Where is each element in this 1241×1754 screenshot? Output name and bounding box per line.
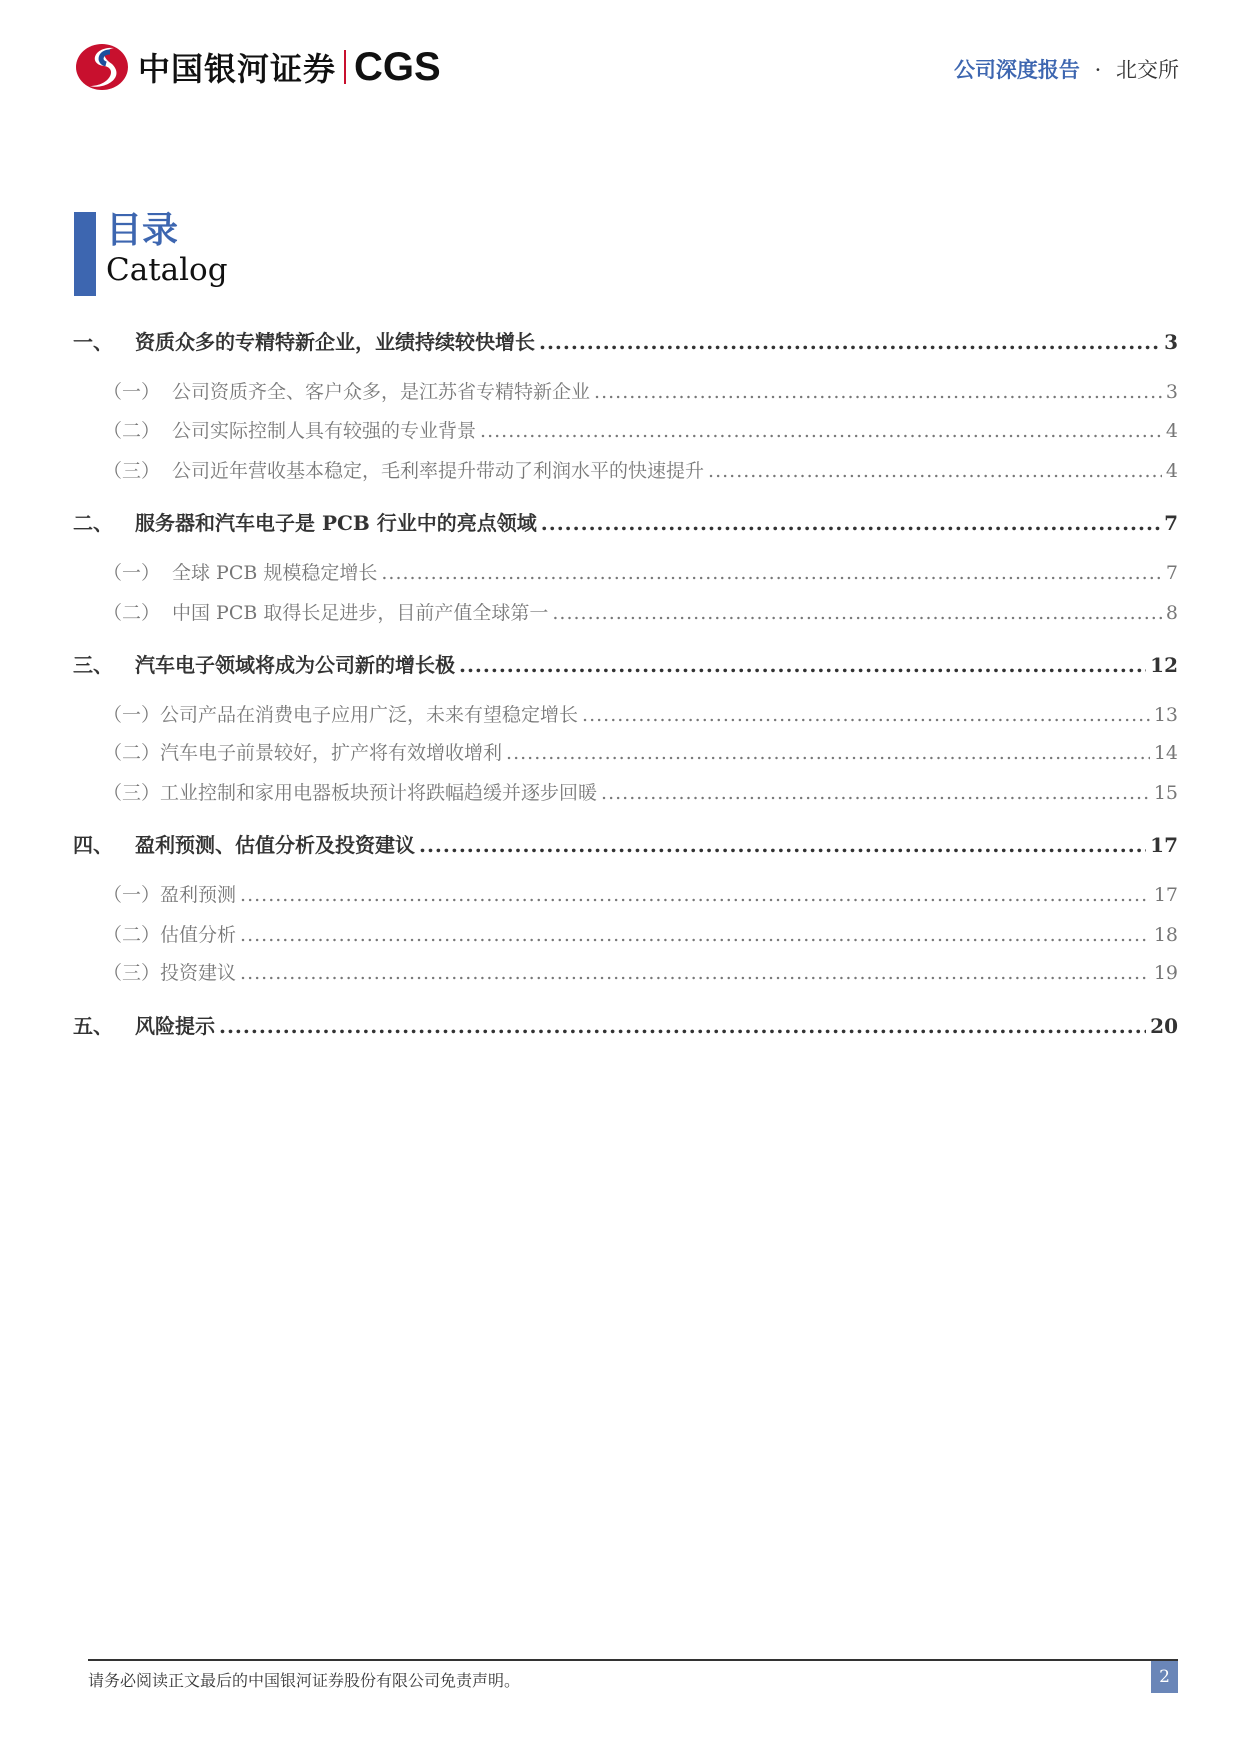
- dot-leader: [582, 704, 1150, 726]
- toc-entry-number: （二）: [103, 924, 161, 946]
- dot-leader: [552, 602, 1162, 624]
- toc-entry[interactable]: [73, 507, 1178, 536]
- toc-entry-number: 二、: [73, 511, 113, 535]
- toc-entry-title: 公司实际控制人具有较强的专业背景: [172, 420, 477, 442]
- toc-entry-page: 13: [1153, 704, 1178, 726]
- toc-entry[interactable]: [73, 598, 1178, 625]
- toc-entry[interactable]: [73, 738, 1178, 765]
- logo-en-text: CGS: [354, 44, 441, 89]
- toc-entry[interactable]: [73, 456, 1178, 483]
- toc-entry-title: 风险提示: [135, 1014, 215, 1038]
- logo-divider: [344, 50, 346, 84]
- dot-leader: [219, 1014, 1146, 1038]
- toc-entry-number: （二）: [103, 420, 161, 442]
- toc-entry[interactable]: [73, 958, 1178, 985]
- toc-entry[interactable]: [73, 558, 1178, 585]
- dot-leader: [240, 924, 1150, 946]
- dot-leader: [240, 962, 1150, 984]
- header-report-label: [954, 54, 1179, 84]
- toc-entry-title: 汽车电子领域将成为公司新的增长极: [135, 653, 455, 677]
- toc-entry[interactable]: [73, 880, 1178, 907]
- toc-entry[interactable]: [73, 829, 1178, 858]
- report-type: 公司深度报告: [953, 57, 1080, 82]
- toc-entry-number: （一）: [103, 704, 161, 726]
- toc-entry-page: 7: [1164, 511, 1178, 535]
- toc-entry-title: 服务器和汽车电子是 PCB 行业中的亮点领域: [135, 511, 537, 535]
- toc-entry-title: 估值分析: [160, 924, 237, 946]
- toc-entry-title: 盈利预测: [160, 884, 237, 906]
- toc-entry-title: 资质众多的专精特新企业，业绩持续较快增长: [135, 330, 535, 354]
- dot-leader: [480, 420, 1162, 442]
- dot-leader: [539, 330, 1160, 354]
- dot-leader: [381, 562, 1162, 584]
- toc-entry[interactable]: [73, 1010, 1178, 1039]
- toc-entry-page: 19: [1153, 962, 1178, 984]
- toc-entry-number: 四、: [73, 833, 113, 857]
- footer-divider: [88, 1659, 1178, 1661]
- toc-entry-page: 18: [1153, 924, 1178, 946]
- toc-entry-page: 15: [1153, 782, 1178, 804]
- toc-entry-title: 工业控制和家用电器板块预计将跌幅趋缓并逐步回暖: [160, 782, 598, 804]
- toc-entry-number: （三）: [103, 782, 161, 804]
- toc-entry-title: 汽车电子前景较好，扩产将有效增收增利: [160, 742, 503, 764]
- toc-entry-title: 盈利预测、估值分析及投资建议: [135, 833, 415, 857]
- toc-entry-number: （二）: [103, 602, 161, 624]
- toc-entry[interactable]: [73, 649, 1178, 678]
- toc-entry[interactable]: [73, 326, 1178, 355]
- toc-entry-number: （二）: [103, 742, 161, 764]
- toc-entry-title: 投资建议: [160, 962, 237, 984]
- toc-entry-page: 4: [1165, 420, 1178, 442]
- dot-leader: [419, 833, 1146, 857]
- toc-entry-page: 3: [1165, 381, 1178, 403]
- toc-entry-number: 一、: [73, 330, 113, 354]
- toc-entry-page: 14: [1153, 742, 1178, 764]
- dot-leader: [506, 742, 1150, 764]
- company-logo: [74, 42, 441, 92]
- toc-entry-number: 五、: [73, 1014, 113, 1038]
- toc-entry-number: （一）: [103, 884, 161, 906]
- page-number: 2: [1151, 1661, 1178, 1693]
- dot-leader: [541, 511, 1160, 535]
- toc-entry-number: （一）: [103, 562, 161, 584]
- heading-accent-bar: [74, 212, 96, 296]
- dot-leader: [240, 884, 1150, 906]
- galaxy-logo-icon: [74, 42, 130, 92]
- toc-entry-title: 中国 PCB 取得长足进步，目前产值全球第一: [172, 602, 549, 624]
- toc-entry-page: 17: [1153, 884, 1178, 906]
- toc-entry[interactable]: [73, 778, 1178, 805]
- toc-entry-title: 公司产品在消费电子应用广泛，未来有望稳定增长: [160, 704, 579, 726]
- exchange: 北交所: [1116, 58, 1179, 82]
- dot-leader: [594, 381, 1162, 403]
- toc-entry-page: 20: [1150, 1014, 1178, 1038]
- toc-entry-title: 全球 PCB 规模稳定增长: [172, 562, 378, 584]
- dot-leader: [459, 653, 1146, 677]
- dot-leader: [601, 782, 1150, 804]
- toc-entry-title: 公司近年营收基本稳定，毛利率提升带动了利润水平的快速提升: [172, 460, 705, 482]
- toc-entry-title: 公司资质齐全、客户众多，是江苏省专精特新企业: [172, 381, 591, 403]
- toc-entry[interactable]: [73, 920, 1178, 947]
- toc-entry-page: 7: [1165, 562, 1178, 584]
- toc-entry-page: 8: [1165, 602, 1178, 624]
- toc-entry[interactable]: [73, 700, 1178, 727]
- toc-entry-number: （一）: [103, 381, 161, 403]
- toc-entry[interactable]: [73, 377, 1178, 404]
- toc-entry-page: 12: [1150, 653, 1178, 677]
- separator: ·: [1094, 58, 1102, 82]
- toc-entry-number: （三）: [103, 962, 161, 984]
- toc-entry-number: （三）: [103, 460, 161, 482]
- toc-entry-page: 17: [1150, 833, 1178, 857]
- toc-entry-page: 4: [1165, 460, 1178, 482]
- toc-entry[interactable]: [73, 416, 1178, 443]
- toc-entry-number: 三、: [73, 653, 113, 677]
- toc-entry-page: 3: [1164, 330, 1178, 354]
- footer-disclaimer: 请务必阅读正文最后的中国银河证券股份有限公司免责声明。: [88, 1671, 521, 1690]
- toc-heading-en: Catalog: [106, 252, 228, 288]
- logo-cn-text: 中国银河证券: [138, 50, 337, 88]
- dot-leader: [708, 460, 1162, 482]
- toc-heading-cn: 目录: [106, 209, 179, 251]
